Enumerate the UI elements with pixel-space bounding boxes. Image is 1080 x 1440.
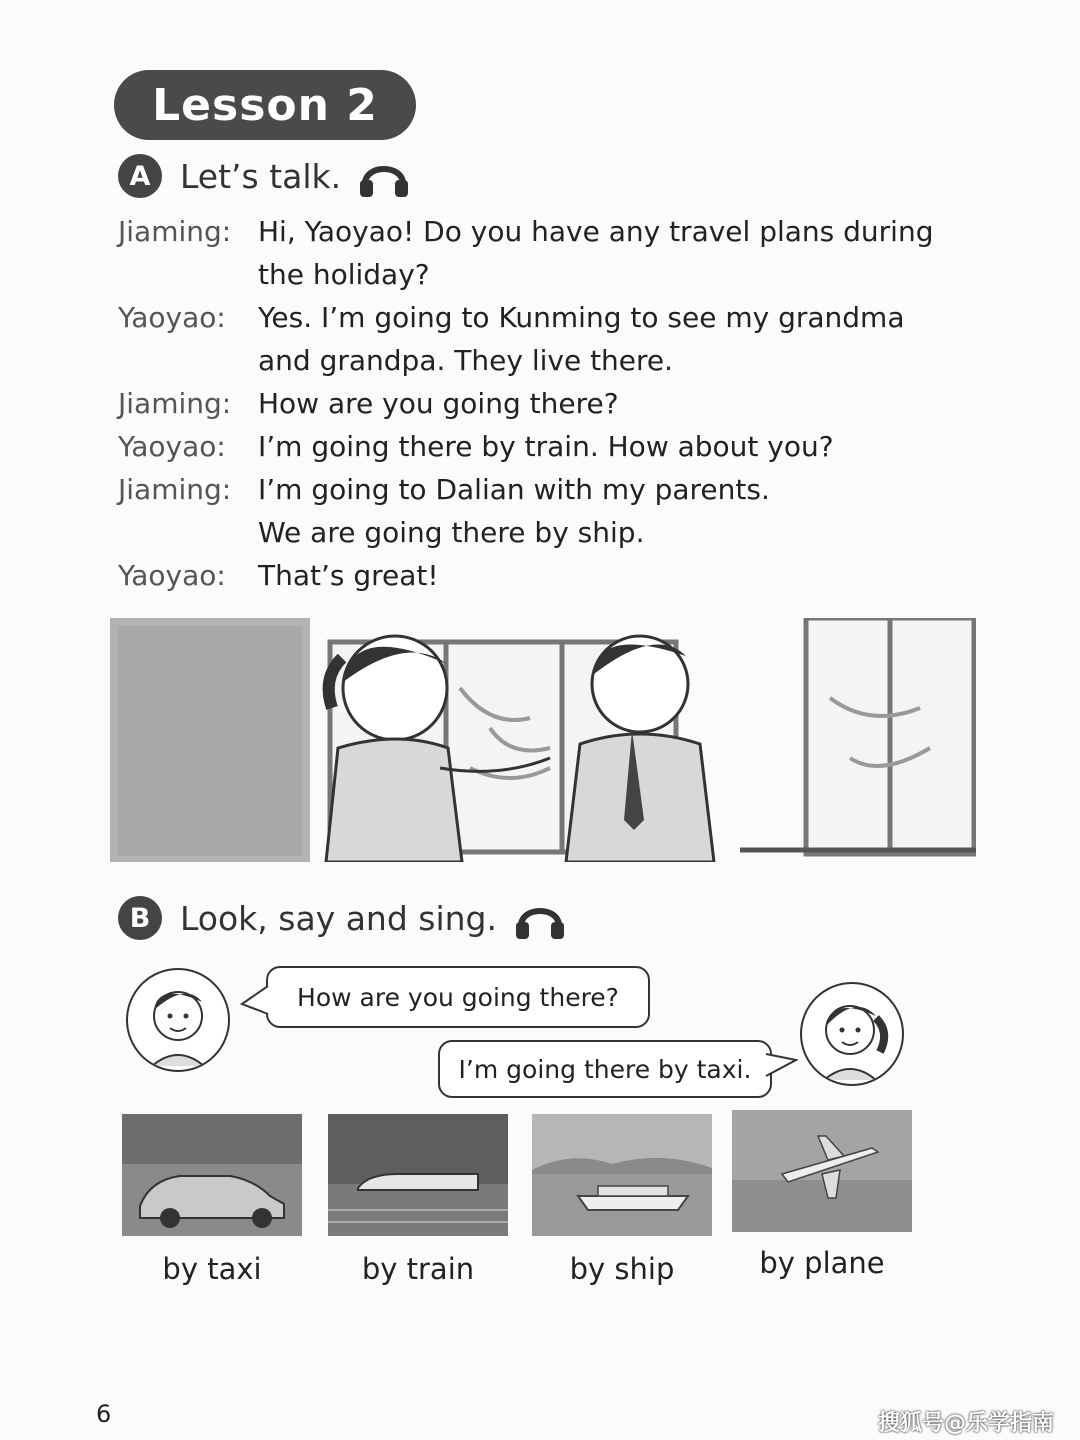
question-bubble	[266, 966, 650, 1028]
dialogue-line: Yes. I’m going to Kunming to see my grandma	[258, 301, 905, 334]
dialogue-row	[118, 210, 978, 296]
dialogue-line: How are you going there?	[258, 387, 619, 420]
dialogue-row	[118, 425, 978, 468]
dialogue-row	[118, 296, 978, 382]
page-number: 6	[96, 1400, 112, 1428]
caption-taxi: by taxi	[162, 1252, 262, 1286]
section-b-header	[118, 896, 567, 940]
dialogue-row	[118, 468, 978, 554]
answer-bubble	[438, 1040, 772, 1098]
speaker-name: Jiaming:	[118, 215, 232, 248]
train-photo	[328, 1114, 508, 1236]
answer-text: I’m going there by taxi.	[458, 1054, 752, 1084]
section-b-title: Look, say and sing.	[180, 898, 497, 938]
dialogue-row	[118, 382, 978, 425]
dialogue-line: We are going there by ship.	[258, 516, 645, 549]
question-text: How are you going there?	[297, 982, 619, 1012]
plane-photo	[732, 1110, 912, 1232]
ship-photo	[532, 1114, 712, 1236]
dialogue-line: the holiday?	[258, 258, 430, 291]
girl-avatar	[800, 982, 904, 1086]
watermark: 搜狐号@乐学指南	[877, 1411, 1054, 1436]
caption-ship: by ship	[569, 1252, 675, 1286]
lesson-title	[114, 70, 416, 140]
dialogue-line: and grandpa. They live there.	[258, 344, 674, 377]
speaker-name: Jiaming:	[118, 387, 232, 420]
headphones-icon[interactable]	[513, 896, 567, 940]
dialogue-line: I’m going to Dalian with my parents.	[258, 473, 770, 506]
bubble-tail	[764, 1050, 798, 1082]
section-b-badge: B	[118, 896, 162, 940]
boy-avatar	[126, 968, 230, 1072]
bubble-tail	[240, 984, 270, 1018]
dialogue-illustration	[110, 618, 976, 862]
dialogue-line: That’s great!	[258, 559, 439, 592]
lesson-title-text: Lesson 2	[152, 79, 378, 131]
dialogue-line: I’m going there by train. How about you?	[258, 430, 834, 463]
section-a-title: Let’s talk.	[180, 156, 342, 196]
speaker-name: Jiaming:	[118, 473, 232, 506]
dialogue	[118, 210, 978, 597]
speaker-name: Yaoyao:	[118, 430, 226, 463]
speaker-name: Yaoyao:	[118, 301, 226, 334]
caption-train: by train	[361, 1252, 475, 1286]
section-a-badge: A	[118, 154, 162, 198]
dialogue-row	[118, 554, 978, 597]
section-a-header	[118, 154, 411, 198]
speaker-name: Yaoyao:	[118, 559, 226, 592]
caption-plane: by plane	[759, 1246, 885, 1280]
headphones-icon[interactable]	[357, 154, 411, 198]
taxi-photo	[122, 1114, 302, 1236]
dialogue-line: Hi, Yaoyao! Do you have any travel plans during	[258, 215, 934, 248]
